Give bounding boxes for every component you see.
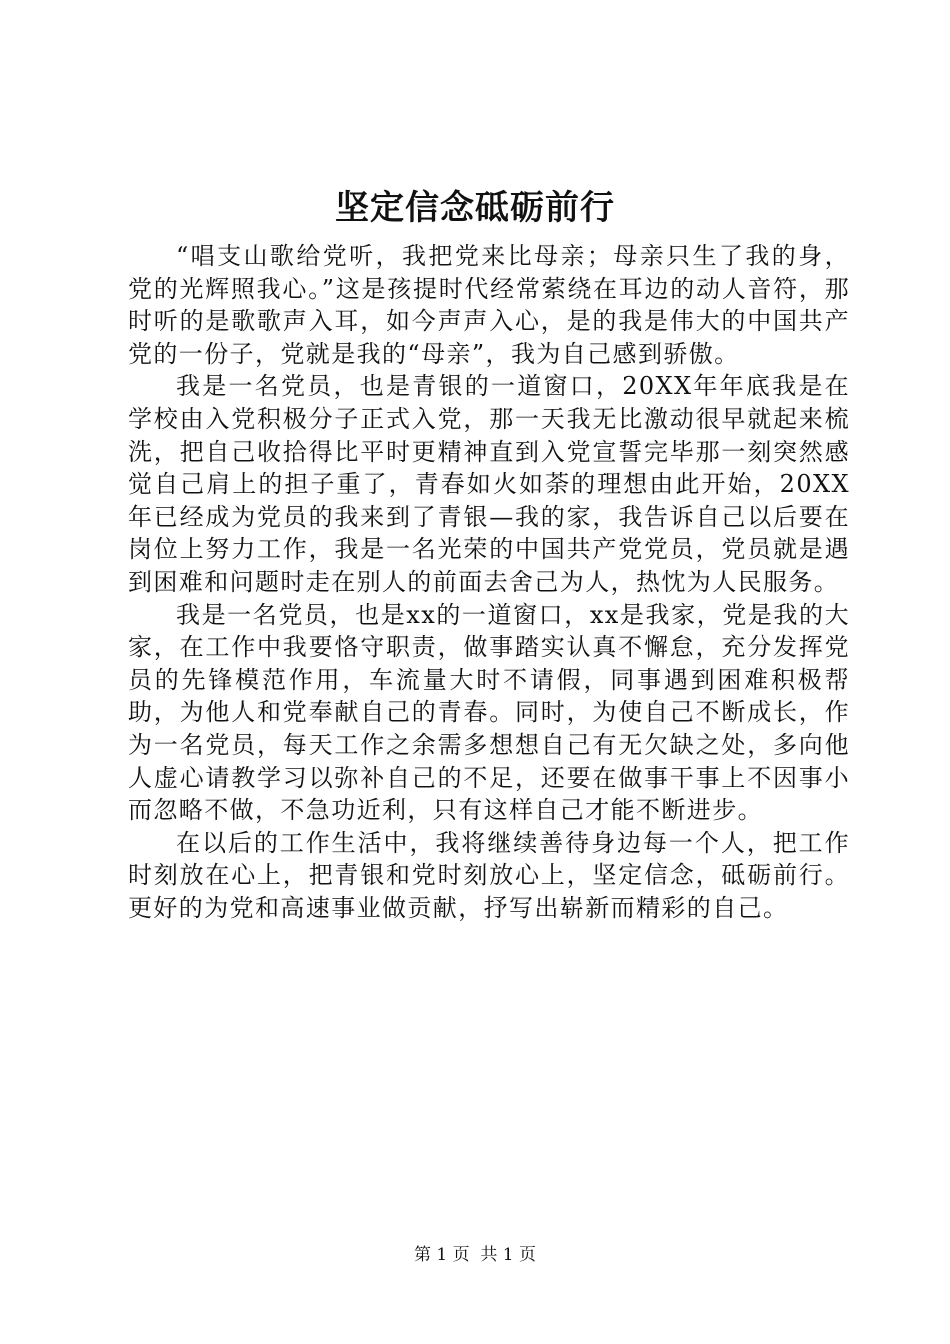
paragraph-2: 我是一名党员，也是青银的一道窗口，20XX年年底我是在学校由入党积极分子正式入党，那一天我无比激动很早就起来梳洗，把自己收拾得比平时更精神直到入党宣誓完毕那一刻突然感觉自己肩上的担子重了，青春如火如荼的理想由此开始，20XX年已经成为党员的我来到了青银—我的家，我告诉自己以后要在岗位上努力工作，我是一名光荣的中国共产党党员，党员就是遇到困难和问题时走在别人的前面去舍己为人，热忱为人民服务。 xyxy=(128,372,850,596)
footer-spacer xyxy=(470,1245,481,1265)
document-body xyxy=(128,240,850,924)
page-total: 共 1 页 xyxy=(480,1245,537,1265)
paragraph-4: 在以后的工作生活中，我将继续善待身边每一个人，把工作时刻放在心上，把青银和党时刻放心上，坚定信念，砥砺前行。更好的为党和高速事业做贡献，抒写出崭新而精彩的自己。 xyxy=(128,828,850,922)
page-number: 第 1 页 xyxy=(413,1245,470,1265)
paragraph-3: 我是一名党员，也是xx的一道窗口，xx是我家，党是我的大家，在工作中我要恪守职责，做事踏实认真不懈怠，充分发挥党员的先锋模范作用，车流量大时不请假，同事遇到困难积极帮助，为他人和党奉献自己的青春。同时，为使自己不断成长，作为一名党员，每天工作之余需多想想自己有无欠缺之处，多向他人虚心请教学习以弥补自己的不足，还要在做事干事上不因事小而忽略不做，不急功近利，只有这样自己才能不断进步。 xyxy=(128,600,850,825)
page-footer xyxy=(0,1243,950,1267)
document-title: 坚定信念砥砺前行 xyxy=(335,188,615,228)
paragraph-1: “唱支山歌给党听，我把党来比母亲；母亲只生了我的身，党的光辉照我心。”这是孩提时代经常萦绕在耳边的动人音符，那时听的是歌歌声入耳，如今声声入心，是的我是伟大的中国共产党的一份子，党就是我的“母亲”，我为自己感到骄傲。 xyxy=(128,242,850,368)
